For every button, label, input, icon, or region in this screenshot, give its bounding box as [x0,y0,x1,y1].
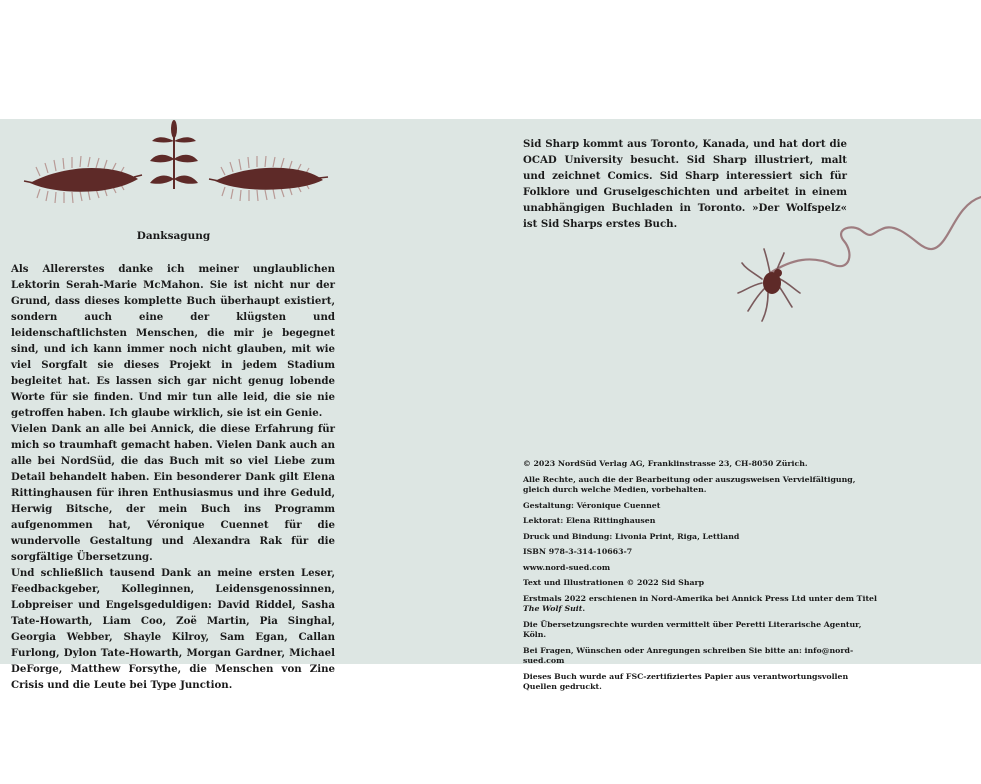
spider-on-thread-illustration [722,193,981,333]
imprint [523,459,883,698]
imprint-text-illustrations: Text und Illustrationen © 2022 Sid Sharp [523,578,705,587]
imprint-copyright: © 2023 NordSüd Verlag AG, Franklinstrasse 23, CH-8050 Zürich. [523,459,808,468]
first-publication-end: . [582,604,586,613]
imprint-print: Druck und Bindung: Livonia Print, Riga, Lettland [523,531,740,541]
first-publication-text: Erstmals 2022 erschienen in Nord-Amerika bei Annick Press Ltd unter dem Titel [523,593,877,603]
imprint-contact: Bei Fragen, Wünschen oder Anregungen schreiben Sie bitte an: info@nord-sued.com [523,645,854,665]
book-spread [0,119,981,691]
imprint-rights-line: gleich durch welche Medien, vorbehalten. [523,485,707,494]
imprint-design: Gestaltung: Véronique Cuennet [523,500,661,510]
acknowledgements-heading: Danksagung [136,230,211,242]
acknowledgements-text [11,261,335,693]
author-bio: Sid Sharp kommt aus Toronto, Kanada, und hat dort die OCAD University besucht. Sid Sharp illustriert, malt und zeichnet Comics. Sid Sharp interessiert sich für Folklore und Gruselgeschichten und arbeitet in einem unabhängigen Buchladen in Toronto. »Der Wolfspelz« ist Sid Sharps erstes Buch. [523,138,847,230]
paragraph: Und schließlich tausend Dank an meine ersten Leser, Feedbackgeber, Kolleginnen, Leidensgenossinnen, Lobpreiser und Engelsgeduldigen: David Riddel, Sasha Tate-Howarth, Liam Coo, Zoë Martin, Pia Singhal, Georgia Webber, Shayle Kilroy, Sam Egan, Callan Furlong, Dylon Tate-Howarth, Morgan Gardner, Michael DeForge, Matthew Forsythe, die Menschen von Zine Crisis und die Leute bei Type Junction. [11,567,335,691]
paragraph: Vielen Dank an alle bei Annick, die diese Erfahrung für mich so traumhaft gemacht haben. Vielen Dank auch an alle bei NordSüd, die das Buch mit so viel Liebe zum Detail behandelt haben. Ein besonderer Dank gilt Elena Rittinghausen für ihren Enthusiasmus und ihre Geduld, Herwig Bitsche, der mein Buch ins Programm aufgenommen hat, Véronique Cuennet für die wundervolle Gestaltung und Alexandra Rak für die sorgfältige Übersetzung. [11,423,335,563]
imprint-first-publication [523,594,883,615]
original-title: The Wolf Suit [523,604,583,613]
imprint-editor: Lektorat: Elena Rittinghausen [523,516,656,525]
imprint-isbn: ISBN 978-3-314-10663-7 [523,547,633,556]
imprint-paper: Dieses Buch wurde auf FSC-zertifiziertes Papier aus verantwortungsvollen Quellen gedruckt. [523,671,849,691]
plant-sprig-illustration [148,119,200,191]
imprint-translation-rights: Die Übersetzungsrechte wurden vermittelt über Peretti Literarische Agentur, Köln. [523,619,862,639]
imprint-rights-line: Alle Rechte, auch die der Bearbeitung oder auszugsweisen Vervielfältigung, [523,474,856,484]
imprint-rights [523,475,883,496]
paragraph: Als Allererstes danke ich meiner unglaublichen Lektorin Serah-Marie McMahon. Sie ist nicht nur der Grund, dass dieses komplette Buch überhaupt existiert, sondern auch eine der klügsten und leidenschaftlichsten Menschen, die mir je begegnet sind, und ich kann immer noch nicht glauben, mit wie viel Sorgfalt sie dieses Projekt in jedem Stadium begleitet hat. Es lassen sich gar nicht genug lobende Worte für sie finden. Und mir tun alle leid, die sie nie getroffen haben. Ich glaube wirklich, sie ist ein Genie. [11,263,335,419]
centipede-right-illustration [205,155,330,215]
centipede-left-illustration [18,155,143,215]
imprint-website: www.nord-sued.com [523,562,611,572]
